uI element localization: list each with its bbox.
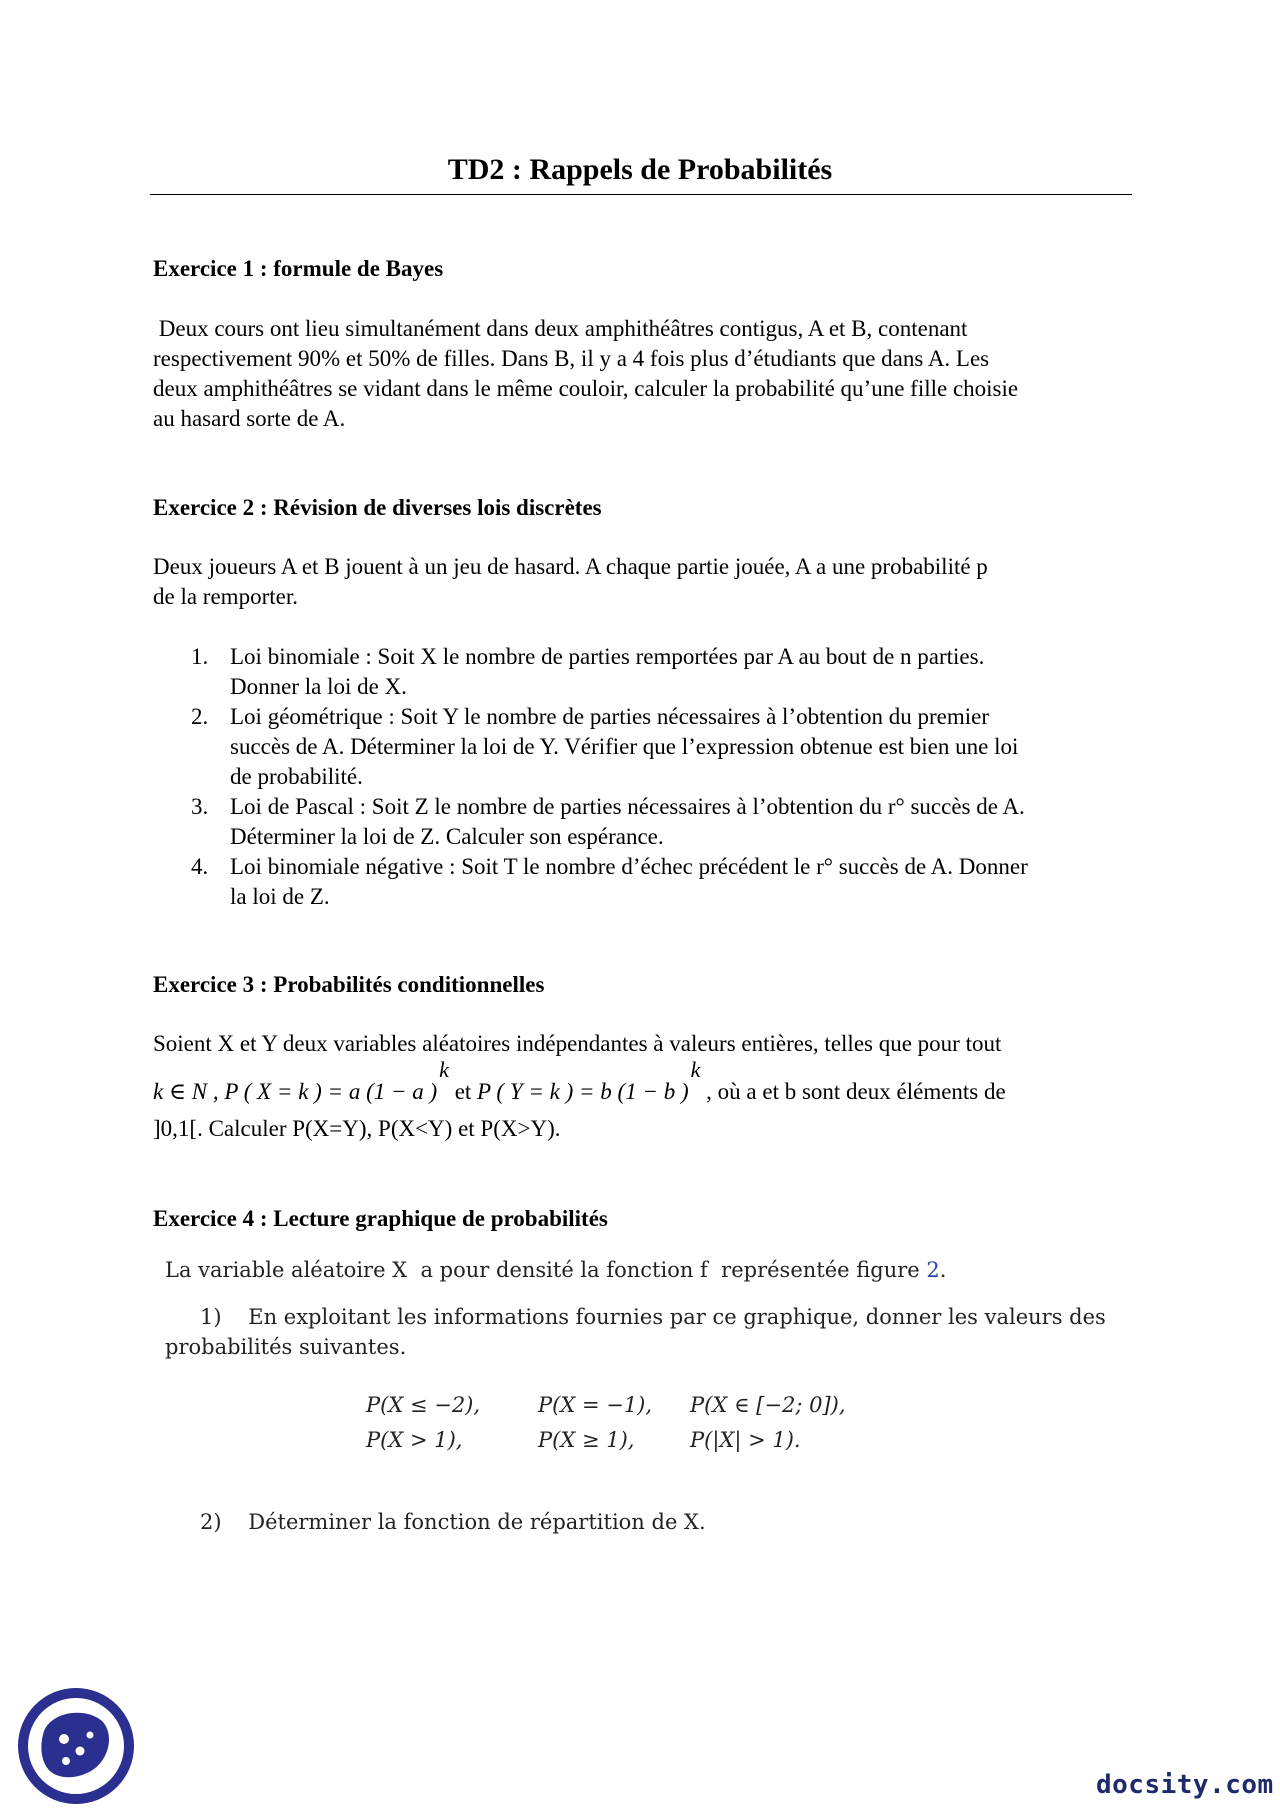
ex4-intro <box>165 1255 946 1285</box>
list-line: Loi géométrique : Soit Y le nombre de parties nécessaires à l’obtention du premier <box>230 704 989 729</box>
ex2-intro-line: Deux joueurs A et B jouent à un jeu de hasard. A chaque partie jouée, A a une probabilité p <box>153 554 988 579</box>
ex3-line1: Soient X et Y deux variables aléatoires indépendantes à valeurs entières, telles que pour tout <box>153 1031 1002 1056</box>
ex4-q2-line: 2) Déterminer la fonction de répartition de X. <box>200 1510 706 1534</box>
list-line: Déterminer la loi de Z. Calculer son espérance. <box>230 824 664 849</box>
et-text: et <box>448 1079 478 1104</box>
ex1-text <box>153 314 1138 434</box>
figure-ref-link[interactable]: 2 <box>926 1258 940 1282</box>
prob-item: P(X ≥ 1), <box>538 1428 635 1452</box>
list-item <box>153 852 1138 912</box>
exponent-k: k <box>439 1057 449 1082</box>
prob-item: P(X > 1), <box>366 1428 463 1452</box>
list-item <box>153 642 1138 702</box>
ex1-line: au hasard sorte de A. <box>153 406 346 431</box>
ex4-intro-text: La variable aléatoire X a pour densité la fonction f représentée figure <box>165 1258 927 1282</box>
list-number: 3. <box>191 794 209 819</box>
ex1-line: Deux cours ont lieu simultanément dans deux amphithéâtres contigus, A et B, contenant <box>153 316 968 341</box>
ex1-line: respectivement 90% et 50% de filles. Dans B, il y a 4 fois plus d’étudiants que dans A. Les <box>153 346 990 371</box>
list-line: Loi binomiale : Soit X le nombre de parties remportées par A au bout de n parties. <box>230 644 985 669</box>
ex2-intro <box>153 552 1138 612</box>
ex4-heading: Exercice 4 : Lecture graphique de probabilités <box>153 1206 608 1231</box>
docsity-brand-link[interactable]: docsity.com <box>1096 1770 1274 1800</box>
list-line: succès de A. Déterminer la loi de Y. Vérifier que l’expression obtenue est bien une loi <box>230 734 1019 759</box>
ex4-intro-end: . <box>939 1258 947 1282</box>
list-number: 2. <box>191 704 209 729</box>
list-line: Loi de Pascal : Soit Z le nombre de parties nécessaires à l’obtention du r° succès de A. <box>230 794 1025 819</box>
exponent-k: k <box>690 1057 701 1082</box>
list-line: Donner la loi de X. <box>230 674 407 699</box>
ex2-list <box>153 642 1138 912</box>
list-number: 1. <box>191 644 209 669</box>
list-line: de probabilité. <box>230 764 363 789</box>
list-item <box>153 702 1138 792</box>
prob-item: P(|X| > 1). <box>690 1428 801 1452</box>
ex2-intro-line: de la remporter. <box>153 584 298 609</box>
formula-px: k ∈ N , P ( X = k ) = a (1 − a ) <box>153 1079 438 1104</box>
ex4-q1-line: 1) En exploitant les informations fournies par ce graphique, donner les valeurs des <box>200 1305 1106 1329</box>
ex3-line3: ]0,1[. Calculer P(X=Y), P(X<Y) et P(X>Y). <box>153 1116 561 1141</box>
ex3-formula-line <box>153 1057 1138 1107</box>
formula-py: P ( Y = k ) = b (1 − b ) <box>477 1079 689 1104</box>
list-line: Loi binomiale négative : Soit T le nombre d’échec précédent le r° succès de A. Donner <box>230 854 1028 879</box>
ex1-line: deux amphithéâtres se vidant dans le même couloir, calculer la probabilité qu’une fille choisie <box>153 376 1019 401</box>
ex4-q1-line: probabilités suivantes. <box>165 1335 407 1359</box>
docsity-logo-icon <box>14 1685 138 1807</box>
prob-item: P(X ∈ [−2; 0]), <box>690 1393 846 1417</box>
ex1-heading: Exercice 1 : formule de Bayes <box>153 256 444 281</box>
list-item <box>153 792 1138 852</box>
ex3-heading: Exercice 3 : Probabilités conditionnelles <box>153 972 545 997</box>
title-rule <box>150 194 1132 195</box>
prob-item: P(X = −1), <box>538 1393 653 1417</box>
prob-item: P(X ≤ −2), <box>366 1393 481 1417</box>
list-line: la loi de Z. <box>230 884 330 909</box>
ex2-heading: Exercice 2 : Révision de diverses lois discrètes <box>153 495 602 520</box>
ex3-line2-tail: , où a et b sont deux éléments de <box>700 1079 1006 1104</box>
list-number: 4. <box>191 854 209 879</box>
page-title: TD2 : Rappels de Probabilités <box>447 153 833 186</box>
